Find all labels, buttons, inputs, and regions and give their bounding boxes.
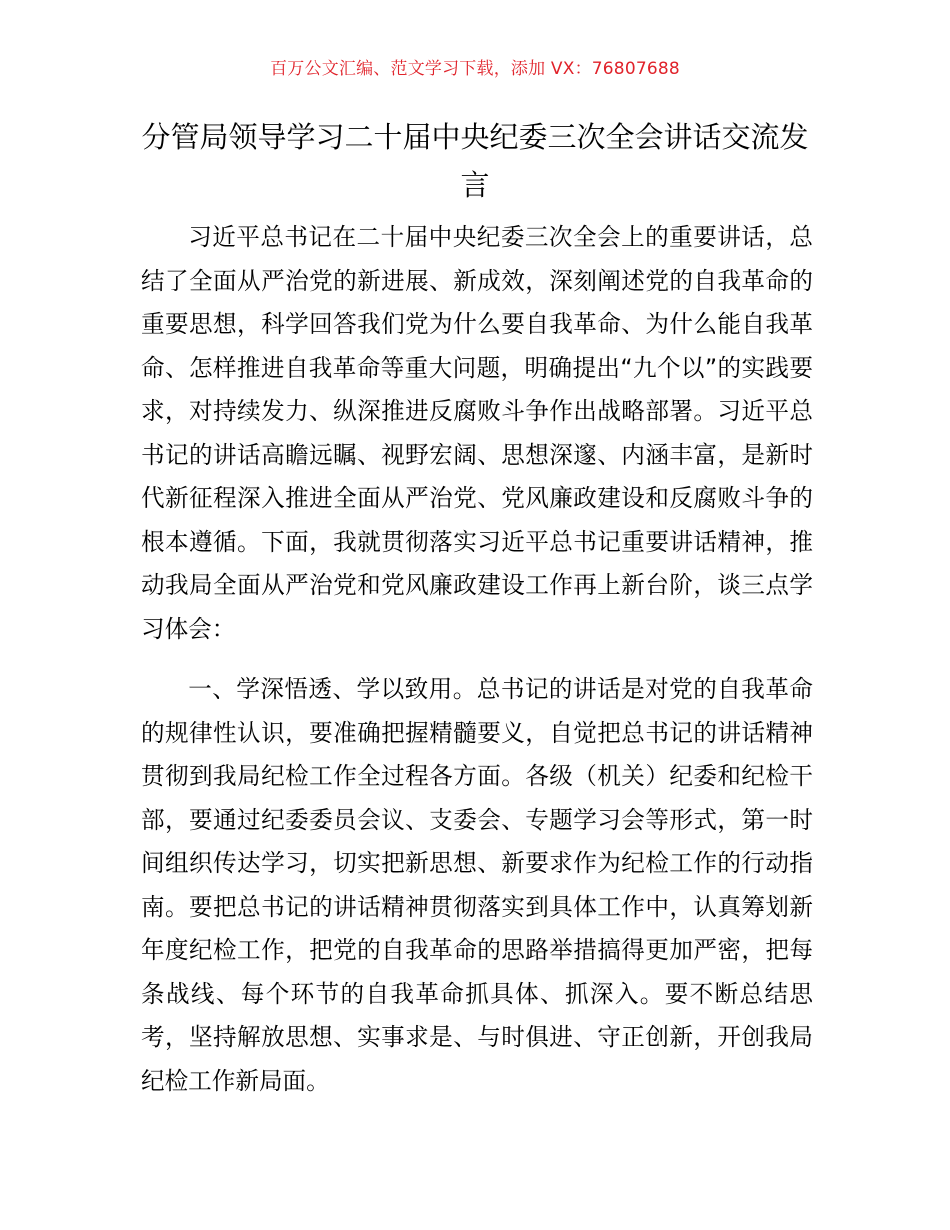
paragraph-point-one: 一、学深悟透、学以致用。总书记的讲话是对党的自我革命的规律性认识，要准确把握精髓要义，自觉把总书记的讲话精神贯彻到我局纪检工作全过程各方面。各级（机关）纪委和纪检干部，要通过纪委委员会议、支委会、专题学习会等形式，第一时间组织传达学习，切实把新思想、新要求作为纪检工作的行动指南。要把总书记的讲话精神贯彻落实到具体工作中，认真筹划新年度纪检工作，把党的自我革命的思路举措搞得更加严密，把每条战线、每个环节的自我革命抓具体、抓深入。要不断总结思考，坚持解放思想、实事求是、与时俱进、守正创新，开创我局纪检工作新局面。 <box>141 675 813 1095</box>
paragraph-intro: 习近平总书记在二十届中央纪委三次全会上的重要讲话，总结了全面从严治党的新进展、新成效，深刻阐述党的自我革命的重要思想，科学回答我们党为什么要自我革命、为什么能自我革命、怎样推进自我革命等重大问题，明确提出“九个以”的实践要求，对持续发力、纵深推进反腐败斗争作出战略部署。习近平总书记的讲话高瞻远瞩、视野宏阔、思想深邃、内涵丰富，是新时代新征程深入推进全面从严治党、党风廉政建设和反腐败斗争的根本遵循。下面，我就贯彻落实习近平总书记重要讲话精神，推动我局全面从严治党和党风廉政建设工作再上新台阶，谈三点学习体会： <box>141 223 813 643</box>
header-banner: 百万公文汇编、范文学习下载，添加 VX：76807688 <box>270 59 680 79</box>
document-title: 分管局领导学习二十届中央纪委三次全会讲话交流发言 <box>141 120 809 202</box>
document-body <box>141 216 813 1103</box>
